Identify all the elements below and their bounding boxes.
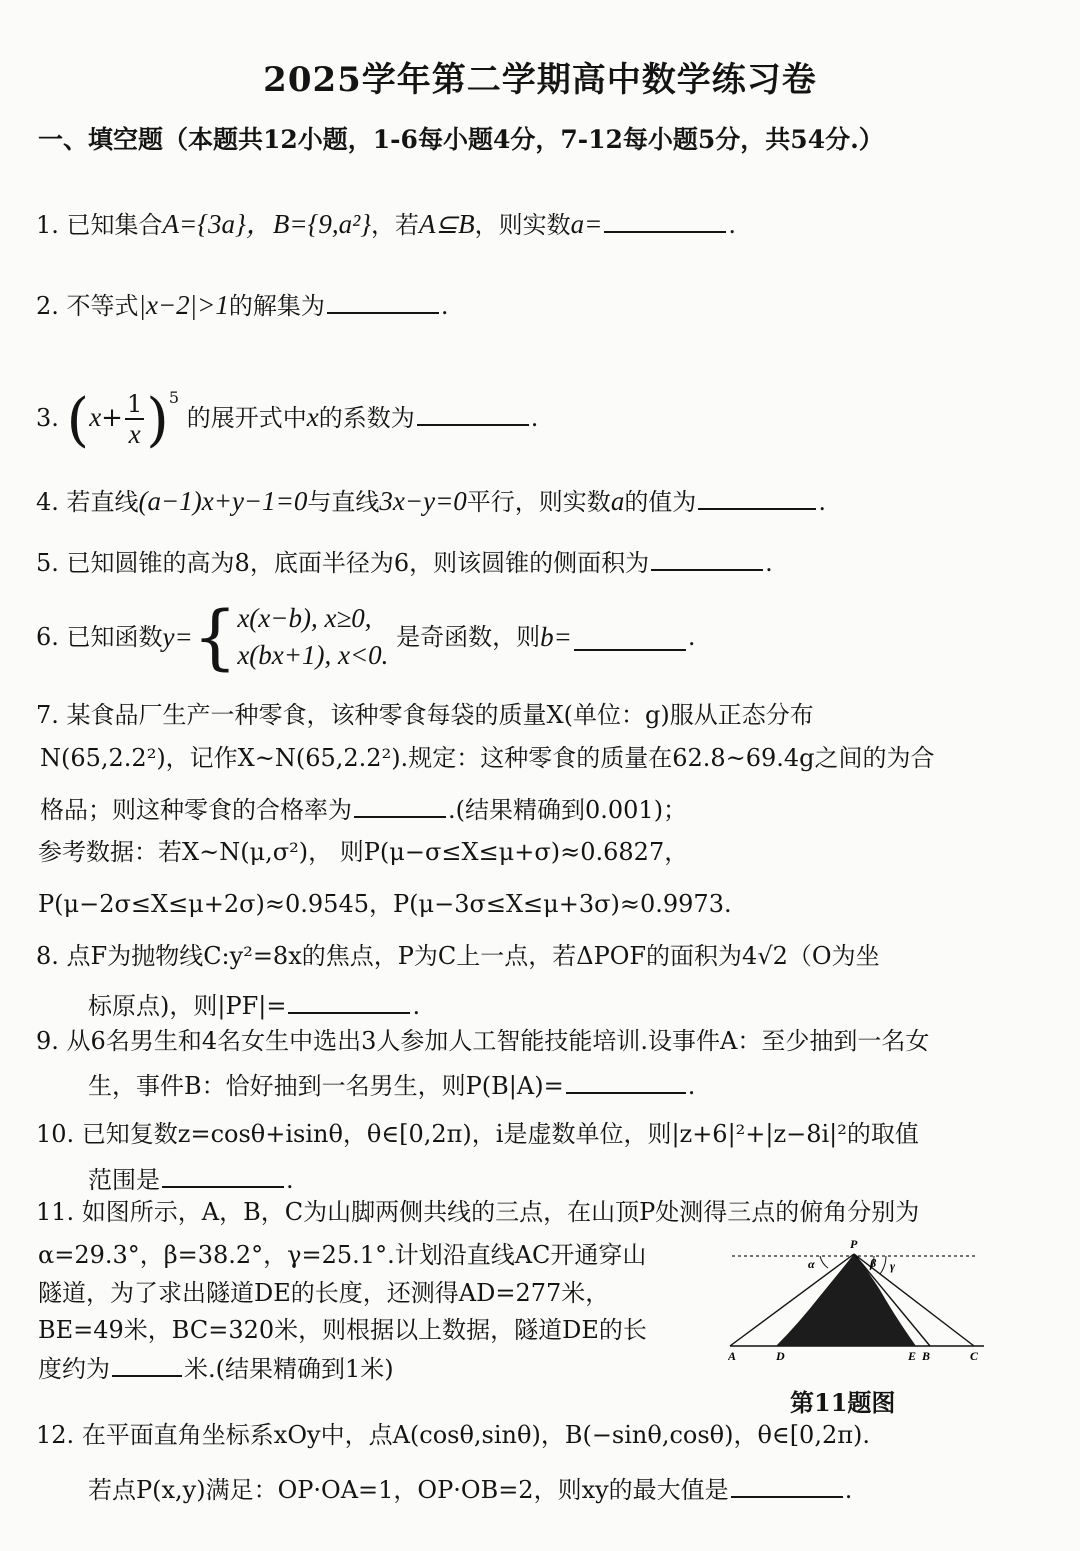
q4-math-line2: 3x−y=0 bbox=[379, 486, 467, 516]
answer-blank[interactable] bbox=[288, 986, 410, 1014]
mountain-figure bbox=[728, 1236, 988, 1366]
question-7 bbox=[36, 698, 1036, 732]
q10-line2-text: 范围是 bbox=[88, 1166, 160, 1194]
question-number: 2. bbox=[36, 292, 59, 320]
q10-line2 bbox=[88, 1160, 1080, 1197]
q1-text-mid: ，若 bbox=[371, 211, 420, 239]
question-number: 1. bbox=[36, 211, 59, 239]
answer-blank[interactable] bbox=[354, 790, 446, 818]
q4-math-line1: (a−1)x+y−1=0 bbox=[138, 486, 308, 516]
fraction-numerator: 1 bbox=[126, 390, 143, 418]
question-number: 7. bbox=[36, 701, 59, 729]
q1-text-post: ，则实数 bbox=[474, 211, 571, 239]
label-gamma: γ bbox=[890, 1259, 895, 1273]
q5-text: 已知圆锥的高为8，底面半径为6，则该圆锥的侧面积为 bbox=[66, 549, 650, 577]
q7-line2: N(65,2.2²)，记作X~N(65,2.2²).规定：这种零食的质量在62.8~69.4g之间的为合 bbox=[40, 744, 935, 772]
label-E: E bbox=[908, 1349, 917, 1363]
q4-text: 若直线 bbox=[66, 488, 139, 516]
q6-text-post: 是奇函数，则 bbox=[396, 623, 541, 651]
answer-blank[interactable] bbox=[731, 1470, 843, 1498]
question-number: 8. bbox=[36, 942, 59, 970]
label-P: P bbox=[850, 1237, 858, 1251]
question-number: 6. bbox=[36, 623, 59, 651]
q1-end: . bbox=[728, 211, 736, 239]
q1-text: 已知集合 bbox=[66, 211, 163, 239]
question-6 bbox=[36, 596, 1036, 680]
q3-end: . bbox=[530, 404, 539, 432]
q11-line5-note: 米.(结果精确到1米) bbox=[184, 1355, 394, 1383]
q9-line2-text: 生，事件B：恰好抽到一名男生，则P(B|A)= bbox=[88, 1072, 564, 1100]
q3-text: 的展开式中 bbox=[186, 404, 307, 432]
brace: { bbox=[192, 596, 238, 678]
question-number: 9. bbox=[36, 1027, 59, 1055]
q7-line1: 某食品厂生产一种零食，该种零食每袋的质量X(单位：g)服从正态分布 bbox=[66, 701, 814, 729]
q2-math: |x−2|>1 bbox=[138, 290, 229, 320]
figure-caption: 第11题图 bbox=[790, 1388, 896, 1417]
question-11 bbox=[36, 1195, 1036, 1229]
question-12 bbox=[36, 1418, 1036, 1452]
answer-blank[interactable] bbox=[566, 1066, 686, 1094]
question-2 bbox=[36, 286, 1036, 323]
question-1 bbox=[36, 205, 1036, 242]
question-number: 3. bbox=[36, 404, 59, 432]
q1-math-sets: A={3a}，B={9,a²} bbox=[162, 209, 372, 239]
q12-line2 bbox=[88, 1470, 1080, 1507]
label-A: A bbox=[728, 1349, 737, 1363]
q3-exponent: 5 bbox=[168, 388, 180, 407]
answer-blank[interactable] bbox=[574, 623, 686, 651]
question-3 bbox=[36, 372, 1036, 452]
section-heading: 一、填空题（本题共12小题，1-6每小题4分，7-12每小题5分，共54分.） bbox=[38, 125, 884, 154]
answer-blank[interactable] bbox=[112, 1349, 182, 1377]
q7-line3-text: 格品；则这种零食的合格率为 bbox=[40, 796, 352, 824]
q11-line4: BE=49米，BC=320米，则根据以上数据，隧道DE的长 bbox=[38, 1316, 647, 1344]
answer-blank[interactable] bbox=[162, 1160, 284, 1188]
q8-line2-text: 标原点)，则|PF|= bbox=[88, 992, 287, 1020]
fraction-denominator: x bbox=[128, 419, 141, 449]
question-4 bbox=[36, 482, 1036, 519]
q10-end: . bbox=[286, 1166, 294, 1194]
q2-text-post: 的解集为 bbox=[228, 292, 325, 320]
q4-end: . bbox=[818, 488, 826, 516]
question-8 bbox=[36, 939, 1036, 973]
alpha-arc bbox=[820, 1256, 828, 1268]
q4-text-mid: 与直线 bbox=[307, 488, 380, 516]
mountain-shape bbox=[776, 1254, 916, 1346]
question-number: 5. bbox=[36, 549, 59, 577]
answer-blank[interactable] bbox=[698, 482, 816, 510]
question-number: 4. bbox=[36, 488, 59, 516]
q9-line1: 从6名男生和4名女生中选出3人参加人工智能技能培训.设事件A：至少抽到一名女 bbox=[66, 1027, 930, 1055]
q7-line4: 参考数据：若X~N(μ,σ²)， 则P(μ−σ≤X≤μ+σ)≈0.6827， bbox=[38, 838, 689, 866]
answer-blank[interactable] bbox=[651, 543, 763, 571]
q6-math: y= bbox=[162, 622, 193, 652]
q6-math-b: b= bbox=[540, 622, 572, 652]
question-5 bbox=[36, 543, 1036, 580]
gamma-arc bbox=[880, 1256, 886, 1274]
piecewise-cases bbox=[237, 600, 388, 674]
q6-text: 已知函数 bbox=[66, 623, 163, 651]
answer-blank[interactable] bbox=[417, 398, 529, 426]
q7-line3-note: .(结果精确到0.001)； bbox=[448, 796, 688, 824]
q8-line1: 点F为抛物线C:y²=8x的焦点，P为C上一点，若ΔPOF的面积为4√2（O为坐 bbox=[66, 942, 880, 970]
label-C: C bbox=[970, 1349, 979, 1363]
q10-line1: 已知复数z=cosθ+isinθ，θ∈[0,2π)，i是虚数单位，则|z+6|²+|z−8i|²的取值 bbox=[81, 1120, 919, 1148]
q3-var2: x bbox=[306, 402, 319, 432]
q2-text: 不等式 bbox=[66, 292, 139, 320]
q11-line5-text: 度约为 bbox=[38, 1355, 110, 1383]
q9-end: . bbox=[687, 1072, 696, 1100]
page-title: 2025学年第二学期高中数学练习卷 bbox=[263, 60, 817, 100]
q12-end: . bbox=[844, 1476, 853, 1504]
q12-line2-text: 若点P(x,y)满足：OP·OA=1，OP·OB=2，则xy的最大值是 bbox=[88, 1476, 729, 1504]
q11-line3: 隧道，为了求出隧道DE的长度，还测得AD=277米， bbox=[38, 1279, 610, 1307]
q9-line2 bbox=[88, 1066, 1080, 1103]
label-alpha: α bbox=[808, 1257, 815, 1271]
q1-math-subset: A⊆B bbox=[419, 209, 475, 239]
question-number: 11. bbox=[36, 1198, 75, 1226]
label-B: B bbox=[922, 1349, 931, 1363]
question-10 bbox=[36, 1117, 1036, 1151]
q7-line5: P(μ−2σ≤X≤μ+2σ)≈0.9545，P(μ−3σ≤X≤μ+3σ)≈0.9973. bbox=[38, 890, 732, 918]
q1-math-a: a= bbox=[570, 209, 603, 239]
q8-line2 bbox=[88, 986, 1080, 1023]
question-number: 12. bbox=[36, 1421, 75, 1449]
q4-text-post2: 的值为 bbox=[624, 488, 697, 516]
question-9 bbox=[36, 1024, 1036, 1058]
q3-var: x bbox=[89, 402, 102, 432]
q7-line3 bbox=[40, 790, 1040, 827]
q4-var: a bbox=[610, 486, 625, 516]
plus-sign: + bbox=[101, 403, 123, 433]
case-2: x(bx+1), x<0. bbox=[237, 640, 389, 670]
q3-fraction bbox=[125, 390, 144, 449]
answer-blank[interactable] bbox=[327, 286, 439, 314]
q2-end: . bbox=[440, 292, 449, 320]
label-D: D bbox=[776, 1349, 785, 1363]
right-paren: ) bbox=[146, 385, 169, 454]
q4-text-post: 平行，则实数 bbox=[466, 488, 611, 516]
q11-line1: 如图所示，A，B，C为山脚两侧共线的三点，在山顶P处测得三点的俯角分别为 bbox=[81, 1198, 920, 1226]
q11-line5 bbox=[38, 1349, 718, 1386]
q3-text-post: 的系数为 bbox=[318, 404, 415, 432]
q5-end: . bbox=[765, 549, 773, 577]
answer-blank[interactable] bbox=[604, 205, 726, 233]
q6-end: . bbox=[687, 623, 696, 651]
q12-line1: 在平面直角坐标系xOy中，点A(cosθ,sinθ)，B(−sinθ,cosθ)，θ∈[0,2π). bbox=[81, 1421, 870, 1449]
q11-line2: α=29.3°，β=38.2°，γ=25.1°.计划沿直线AC开通穿山 bbox=[38, 1241, 647, 1269]
label-beta: β bbox=[870, 1256, 877, 1270]
left-paren: ( bbox=[66, 385, 90, 454]
case-1: x(x−b), x≥0, bbox=[237, 603, 372, 633]
question-number: 10. bbox=[36, 1120, 75, 1148]
q8-end: . bbox=[412, 992, 421, 1020]
